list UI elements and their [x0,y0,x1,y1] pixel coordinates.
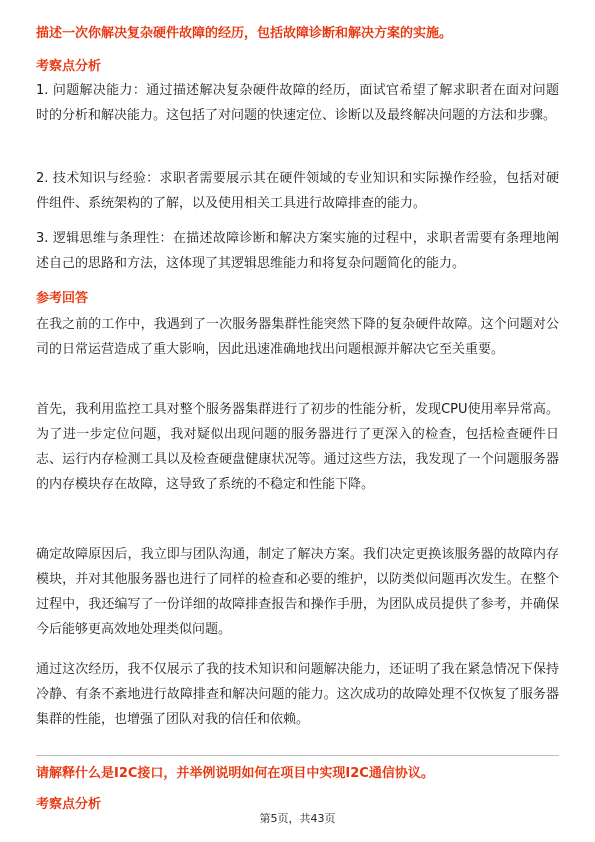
answer-paragraph: 首先，我利用监控工具对整个服务器集群进行了初步的性能分析，发现CPU使用率异常高。为了进一步定位问题，我对疑似出现问题的服务器进行了更深入的检查，包括检查硬件日志、运行内存检测工具以及检查硬盘健康状况等。通过这些方法，我发现了一个问题服务器的内存模块存在故障，这导致了系统的不稳定和性能下降。 [36,402,559,492]
answer-paragraph: 通过这次经历，我不仅展示了我的技术知识和问题解决能力，还证明了我在紧急情况下保持冷静、有条不紊地进行故障排查和解决问题的能力。这次成功的故障处理不仅恢复了服务器集群的性能，也增强了团队对我的信任和依赖。 [36,662,559,727]
analysis-heading: 考察点分析 [36,797,102,812]
analysis-item: 2. 技术知识与经验：求职者需要展示其在硬件领域的专业知识和实际操作经验，包括对硬件组件、系统架构的了解，以及使用相关工具进行故障排查的能力。 [36,171,559,211]
analysis-heading: 考察点分析 [36,59,102,74]
section-divider [36,755,559,756]
page-number: 第5页，共43页 [259,812,336,825]
question-title: 请解释什么是I2C接口，并举例说明如何在项目中实现I2C通信协议。 [36,766,434,781]
answer-paragraph: 确定故障原因后，我立即与团队沟通，制定了解决方案。我们决定更换该服务器的故障内存模块，并对其他服务器也进行了同样的检查和必要的维护，以防类似问题再次发生。在整个过程中，我还编写了一份详细的故障排查报告和操作手册，为团队成员提供了参考，并确保今后能够更高效地处理类似问题。 [36,547,559,637]
answer-paragraph: 在我之前的工作中，我遇到了一次服务器集群性能突然下降的复杂硬件故障。这个问题对公司的日常运营造成了重大影响，因此迅速准确地找出问题根源并解决它至关重要。 [36,317,559,357]
question-title: 描述一次你解决复杂硬件故障的经历，包括故障诊断和解决方案的实施。 [36,26,453,41]
analysis-item: 1. 问题解决能力：通过描述解决复杂硬件故障的经历，面试官希望了解求职者在面对问题时的分析和解决能力。这包括了对问题的快速定位、诊断以及最终解决问题的方法和步骤。 [36,83,559,123]
analysis-item: 3. 逻辑思维与条理性：在描述故障诊断和解决方案实施的过程中，求职者需要有条理地阐述自己的思路和方法，这体现了其逻辑思维能力和将复杂问题简化的能力。 [36,231,559,271]
answer-heading: 参考回答 [36,291,89,306]
